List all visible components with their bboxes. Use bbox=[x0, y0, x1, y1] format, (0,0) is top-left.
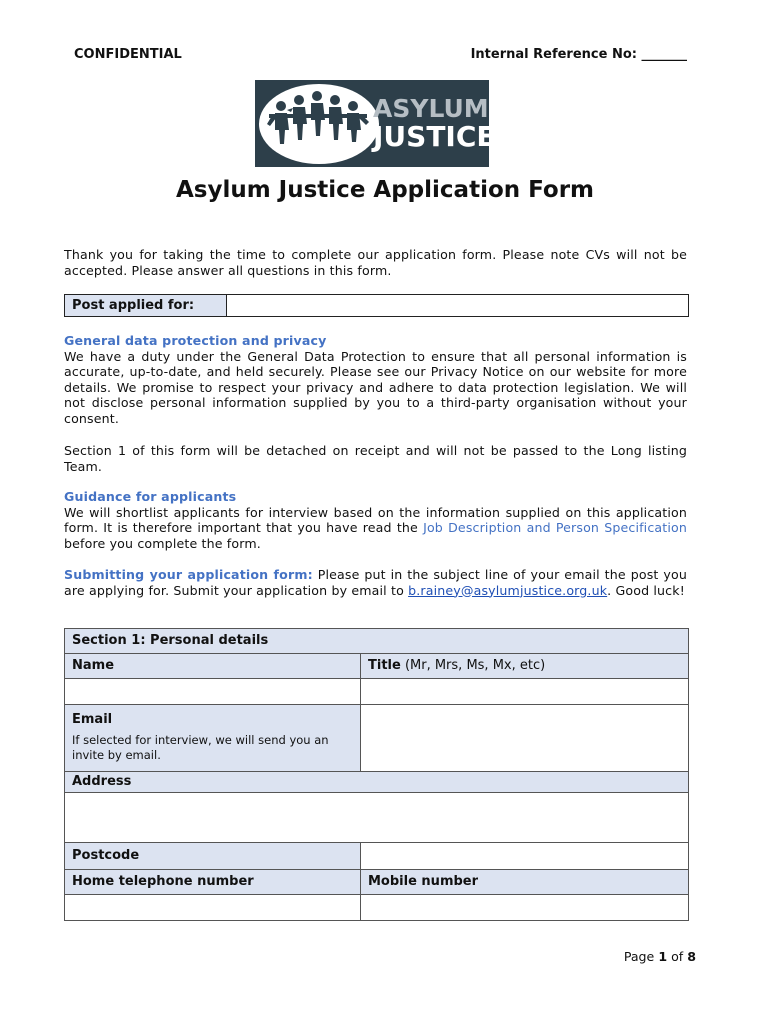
job-description-link[interactable]: Job Description and Person Specification bbox=[423, 520, 687, 536]
name-field[interactable] bbox=[65, 679, 361, 705]
logo-word-asylum: ASYLUM bbox=[373, 94, 489, 123]
email-label-cell bbox=[65, 705, 361, 772]
asylum-justice-logo bbox=[255, 80, 496, 167]
confidential-label: CONFIDENTIAL bbox=[74, 47, 182, 62]
guidance-text-end: before you complete the form. bbox=[64, 535, 261, 551]
post-applied-field[interactable] bbox=[227, 295, 688, 316]
email-label: Email bbox=[72, 712, 113, 727]
home-phone-field[interactable] bbox=[65, 895, 361, 921]
page-number bbox=[624, 949, 696, 964]
title-hint: (Mr, Mrs, Ms, Mx, etc) bbox=[400, 658, 546, 673]
internal-reference: Internal Reference No: _______ bbox=[470, 47, 687, 62]
address-field[interactable] bbox=[65, 793, 689, 843]
personal-details-table bbox=[64, 628, 689, 921]
title-field[interactable] bbox=[361, 679, 689, 705]
mobile-field[interactable] bbox=[361, 895, 689, 921]
post-applied-label: Post applied for: bbox=[65, 295, 227, 316]
submitting-text-end: . Good luck! bbox=[607, 582, 685, 598]
address-label: Address bbox=[65, 772, 689, 793]
page-word: Page bbox=[623, 949, 659, 964]
title-label-cell bbox=[361, 654, 689, 679]
submitting-heading: Submitting your application form: bbox=[64, 567, 313, 582]
section1-title: Section 1: Personal details bbox=[65, 629, 689, 654]
intro-paragraph: Thank you for taking the time to complete our application form. Please note CVs will not be accepted. Please answer all questions in this form. bbox=[64, 247, 687, 278]
guidance-text: We will shortlist applicants for interview based on the information supplied on this application form. It is therefore important that you have read the bbox=[64, 504, 687, 536]
gdpr-body: We have a duty under the General Data Protection to ensure that all personal information is accurate, up-to-date, and held securely. Please see our Privacy Notice on our website for more details. We promise to respect your privacy and adhere to data protection legislation. We will not disclose personal information supplied by you to a third-party organisation without your consent. bbox=[64, 348, 687, 426]
guidance-section bbox=[64, 489, 687, 551]
guidance-body bbox=[64, 505, 687, 552]
submitting-text: Please put in the subject line of your email the post you are applying for. Submit your application by email to bbox=[64, 567, 687, 598]
total-pages: 8 bbox=[687, 949, 696, 964]
email-link[interactable]: b.rainey@asylumjustice.org.uk bbox=[408, 582, 608, 598]
name-label: Name bbox=[65, 654, 361, 679]
of-word: of bbox=[667, 949, 688, 964]
guidance-heading: Guidance for applicants bbox=[64, 489, 237, 504]
email-field[interactable] bbox=[361, 705, 689, 772]
logo-word-justice: JUSTICE bbox=[373, 120, 496, 153]
postcode-field[interactable] bbox=[361, 843, 689, 870]
submitting-section bbox=[64, 567, 687, 598]
home-phone-label: Home telephone number bbox=[65, 870, 361, 895]
email-hint: If selected for interview, we will send you an invite by email. bbox=[72, 733, 329, 762]
gdpr-heading: General data protection and privacy bbox=[64, 333, 327, 348]
postcode-label: Postcode bbox=[65, 843, 361, 870]
post-applied-row bbox=[64, 294, 689, 317]
title-label: Title bbox=[368, 658, 401, 673]
section1-note: Section 1 of this form will be detached on receipt and will not be passed to the Long listing Team. bbox=[64, 443, 687, 474]
current-page: 1 bbox=[658, 949, 668, 964]
mobile-label: Mobile number bbox=[361, 870, 689, 895]
page-title: Asylum Justice Application Form bbox=[175, 177, 595, 203]
gdpr-section bbox=[64, 333, 687, 427]
